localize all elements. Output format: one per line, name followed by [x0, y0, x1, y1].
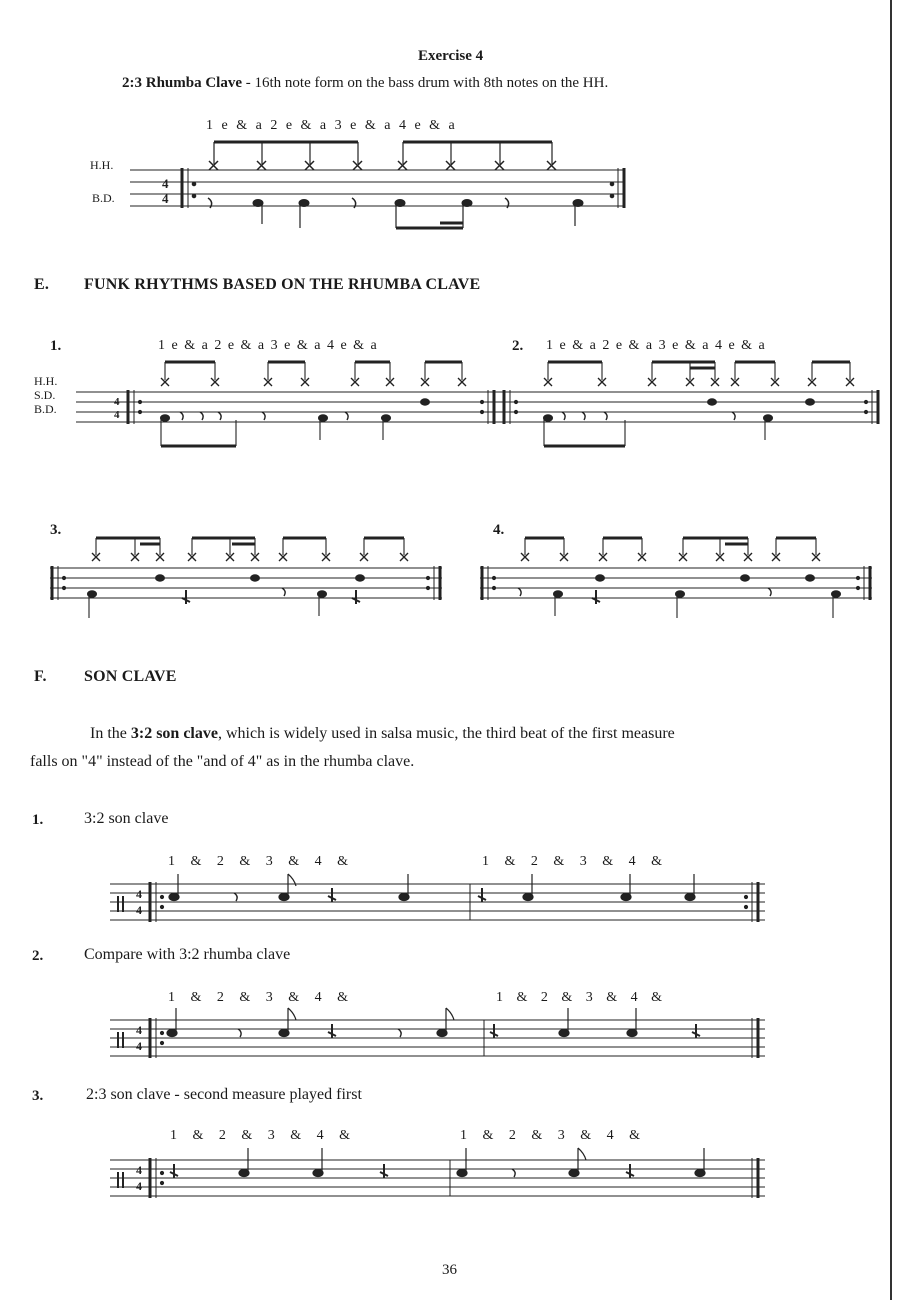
f-item-2-num: 2.	[32, 948, 44, 964]
f-item-3-counts-a: 1 & 2 & 3 & 4 &	[170, 1128, 351, 1143]
f-item-1-num: 1.	[32, 812, 44, 828]
e-label-sd: S.D.	[34, 388, 56, 402]
para-bold: 3:2 son clave	[130, 725, 218, 742]
f-item-3-counts-b: 1 & 2 & 3 & 4 &	[460, 1128, 641, 1143]
e-label-hh: H.H.	[34, 374, 58, 388]
f-item-2-counts-b: 1 & 2 & 3 & 4 &	[496, 990, 663, 1005]
svg-text:4: 4	[162, 176, 169, 191]
f-item-3-text: 2:3 son clave - second measure played first	[86, 1086, 362, 1103]
section-f-para-line2: falls on "4" instead of the "and of 4" as in the rhumba clave.	[30, 753, 415, 770]
e-item-2-num: 2.	[512, 338, 524, 354]
f-staff-2	[110, 1008, 765, 1058]
f-item-2-text: Compare with 3:2 rhumba clave	[84, 946, 291, 963]
para-pre: In the	[90, 725, 131, 742]
svg-text:4: 4	[114, 396, 120, 408]
section-f-letter: F.	[34, 668, 47, 685]
svg-text:4: 4	[136, 1163, 142, 1177]
e-item-3-num: 3.	[50, 522, 62, 538]
f-item-1-counts-a: 1 & 2 & 3 & 4 &	[168, 854, 349, 869]
e-row1-hh-x-notes	[161, 378, 854, 386]
bd-notes	[208, 198, 583, 228]
e-row2-hh-x-notes	[92, 553, 820, 561]
exercise-subtitle-rest: - 16th note form on the bass drum with 8th notes on the HH.	[242, 75, 609, 91]
f-item-1-counts-b: 1 & 2 & 3 & 4 &	[482, 854, 663, 869]
f-item-3-num: 3.	[32, 1088, 44, 1104]
f-staff-3	[110, 1148, 765, 1198]
label-bd: B.D.	[92, 191, 115, 205]
svg-text:4: 4	[136, 903, 142, 917]
hh-x-notes	[209, 161, 556, 170]
e-item-1-num: 1.	[50, 338, 62, 354]
exercise-subtitle-bold: 2:3 Rhumba Clave	[122, 75, 243, 91]
svg-text:4: 4	[136, 1179, 142, 1193]
exercise-counts: 1 e & a 2 e & a 3 e & a 4 e & a	[206, 118, 455, 133]
f-item-2-counts-a: 1 & 2 & 3 & 4 &	[168, 990, 349, 1005]
section-f-title: SON CLAVE	[84, 668, 177, 685]
exercise-title: Exercise 4	[418, 48, 484, 64]
section-e-title: FUNK RHYTHMS BASED ON THE RHUMBA CLAVE	[84, 276, 481, 293]
e-row1-staff	[76, 362, 878, 446]
f-staff-1	[110, 874, 765, 922]
svg-text:4: 4	[114, 409, 120, 421]
e-row2-staff	[50, 538, 872, 618]
svg-text:4: 4	[136, 887, 142, 901]
label-hh: H.H.	[90, 158, 114, 172]
svg-text:4: 4	[136, 1023, 142, 1037]
page-number: 36	[442, 1262, 457, 1278]
e-item-1-counts: 1 e & a 2 e & a 3 e & a 4 e & a	[158, 338, 377, 353]
section-e-letter: E.	[34, 276, 50, 293]
e-item-4-num: 4.	[493, 522, 505, 538]
svg-text:4: 4	[162, 191, 169, 206]
e-label-bd: B.D.	[34, 402, 57, 416]
exercise-staff	[130, 142, 625, 228]
svg-text:4: 4	[136, 1039, 142, 1053]
e-item-2-counts: 1 e & a 2 e & a 3 e & a 4 e & a	[546, 338, 765, 353]
f-item-1-text: 3:2 son clave	[84, 810, 169, 827]
para-post: , which is widely used in salsa music, the third beat of the first measure	[217, 725, 675, 742]
